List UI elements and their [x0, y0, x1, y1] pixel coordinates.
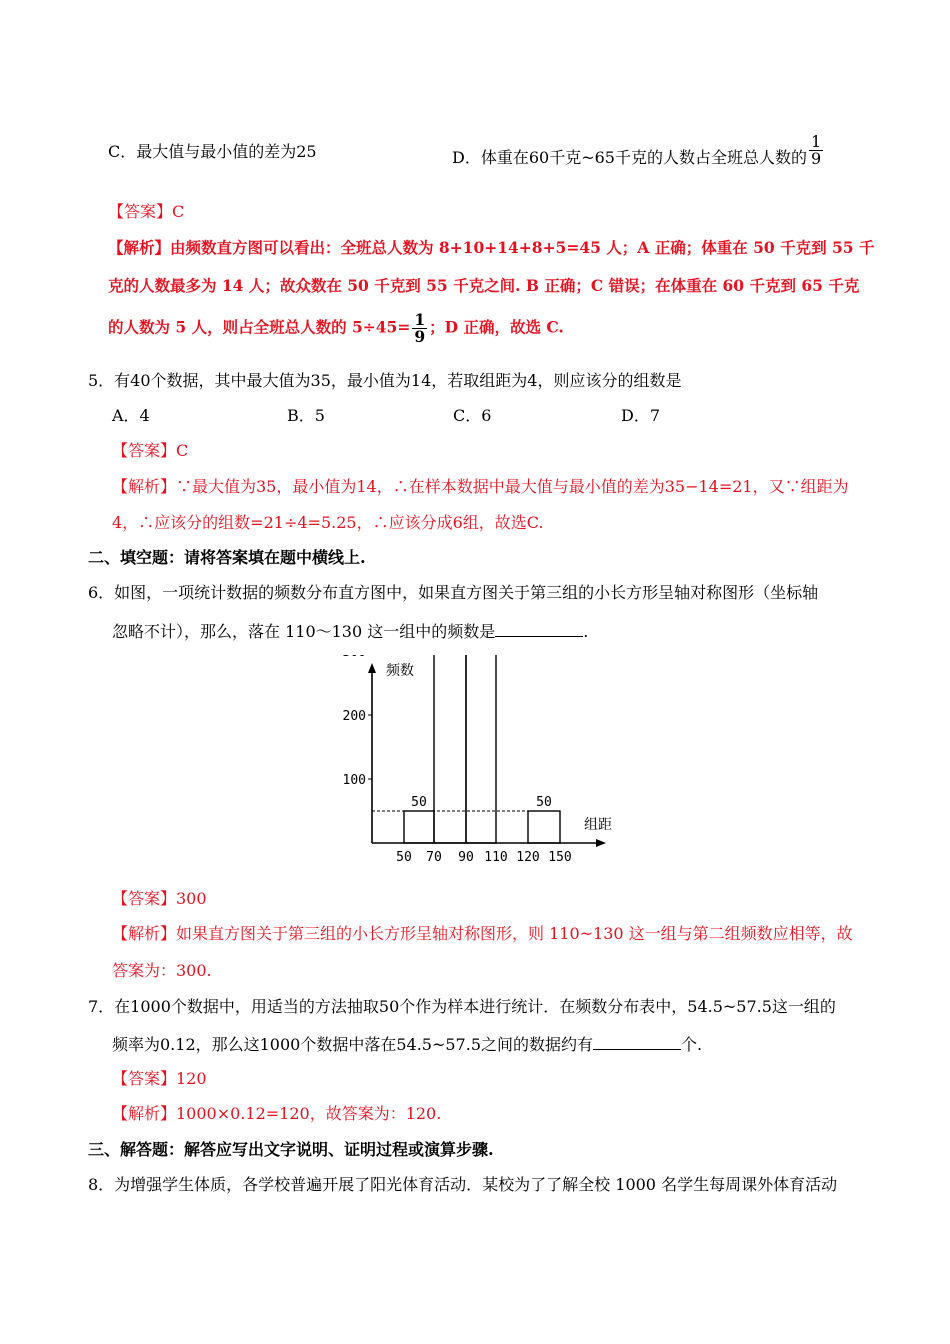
x-tick-label: 110: [484, 850, 508, 865]
q5-option-a: A．4: [112, 406, 150, 425]
y-axis-arrow: [368, 663, 376, 673]
q7-stem-end: 个.: [681, 1035, 703, 1054]
bar-value-label: 50: [411, 795, 427, 810]
y-axis-title: 频数: [386, 663, 414, 679]
fraction-denominator: 9: [414, 327, 426, 346]
fraction-numerator: 1: [810, 132, 822, 151]
q6-answer: 【答案】300: [112, 889, 207, 908]
q6-stem-line2: [112, 620, 588, 642]
y-tick-label: 100: [342, 773, 366, 788]
q5-explanation-line2: 4，∴应该分的组数=21÷4=5.25，∴应该分成6组，故选C.: [112, 513, 544, 532]
q7-stem-line1: 7．在1000个数据中，用适当的方法抽取50个作为样本进行统计．在频数分布表中，54.5~57.5这一组的: [88, 997, 836, 1016]
option-d: [452, 132, 825, 175]
q4-exp3-fraction: [412, 312, 427, 345]
y-tick-label: [343, 655, 366, 660]
answer-blank: [593, 1033, 681, 1050]
q6-stem-end: .: [583, 622, 589, 641]
x-tick-label: 90: [458, 850, 474, 865]
q8-stem-line1: 8．为增强学生体质，各学校普遍开展了阳光体育活动．某校为了了解全校 1000 名学生每周课外体育活动: [88, 1175, 838, 1194]
q7-stem-text: 频率为0.12，那么这1000个数据中落在54.5~57.5之间的数据约有: [112, 1035, 594, 1054]
option-d-text: D．体重在60千克~65千克的人数占全班总人数的: [452, 148, 807, 167]
x-axis-arrow: [596, 839, 606, 847]
q4-explanation-line2: 克的人数最多为 14 人；故众数在 50 千克到 55 千克之间. B 正确；C 错误；在体重在 60 千克到 65 千克: [108, 276, 860, 295]
q4-answer: 【答案】C: [108, 202, 185, 221]
q5-option-b: B．5: [287, 406, 325, 425]
section-fill-in-heading: 二、填空题：请将答案填在题中横线上.: [88, 548, 366, 567]
histogram-chart: [330, 655, 620, 870]
q6-stem-line1: 6．如图，一项统计数据的频数分布直方图中，如果直方图关于第三组的小长方形呈轴对称图形（坐标轴: [88, 583, 819, 602]
answer-blank: [495, 620, 583, 637]
q5-option-c: C．6: [453, 406, 492, 425]
x-tick-label: 70: [426, 850, 442, 865]
histogram-bar: [528, 811, 560, 843]
q7-answer: 【答案】120: [112, 1069, 207, 1088]
q6-explanation-line1: 【解析】如果直方图关于第三组的小长方形呈轴对称图形，则 110~130 这一组与第二组频数应相等，故: [112, 924, 853, 943]
q6-stem-text: 忽略不计），那么，落在 110～130 这一组中的频数是: [112, 622, 496, 641]
q5-option-d: D．7: [621, 406, 661, 425]
histogram-bar: [404, 811, 434, 843]
fraction-numerator: 1: [414, 310, 426, 329]
x-tick-label: 50: [396, 850, 412, 865]
q4-explanation-line1: 【解析】由频数直方图可以看出：全班总人数为 8+10+14+8+5=45 人；A 正确；体重在 50 千克到 55 千: [108, 238, 875, 257]
fraction-denominator: 9: [810, 149, 822, 168]
option-c: C．最大值与最小值的差为25: [108, 142, 317, 161]
q4-exp3-text: 的人数为 5 人，则占全班总人数的 5÷45=: [108, 317, 411, 337]
x-tick-label: 150: [548, 850, 572, 865]
q6-explanation-line2: 答案为：300.: [112, 961, 212, 980]
q4-explanation-line3: [108, 312, 564, 345]
y-tick-label: 200: [342, 709, 366, 724]
histogram-svg: [330, 655, 620, 870]
option-d-fraction: [809, 134, 823, 167]
bar-value-label: 50: [536, 795, 552, 810]
q5-stem: 5．有40个数据，其中最大值为35，最小值为14，若取组距为4，则应该分的组数是: [88, 371, 682, 390]
x-tick-label: 120: [516, 850, 540, 865]
section-solution-heading: 三、解答题：解答应写出文字说明、证明过程或演算步骤.: [88, 1140, 494, 1159]
q7-explanation: 【解析】1000×0.12=120，故答案为：120.: [112, 1104, 442, 1123]
x-axis-title: 组距: [584, 817, 612, 833]
q7-stem-line2: [112, 1033, 702, 1055]
q5-explanation-line1: 【解析】∵最大值为35，最小值为14，∴在样本数据中最大值与最小值的差为35−14=21，又∵组距为: [112, 477, 849, 496]
q4-exp3-tail: ；D 正确，故选 C.: [429, 317, 564, 337]
histogram-bar: [466, 655, 496, 843]
q5-answer: 【答案】C: [112, 441, 189, 460]
histogram-bar: [434, 655, 466, 843]
